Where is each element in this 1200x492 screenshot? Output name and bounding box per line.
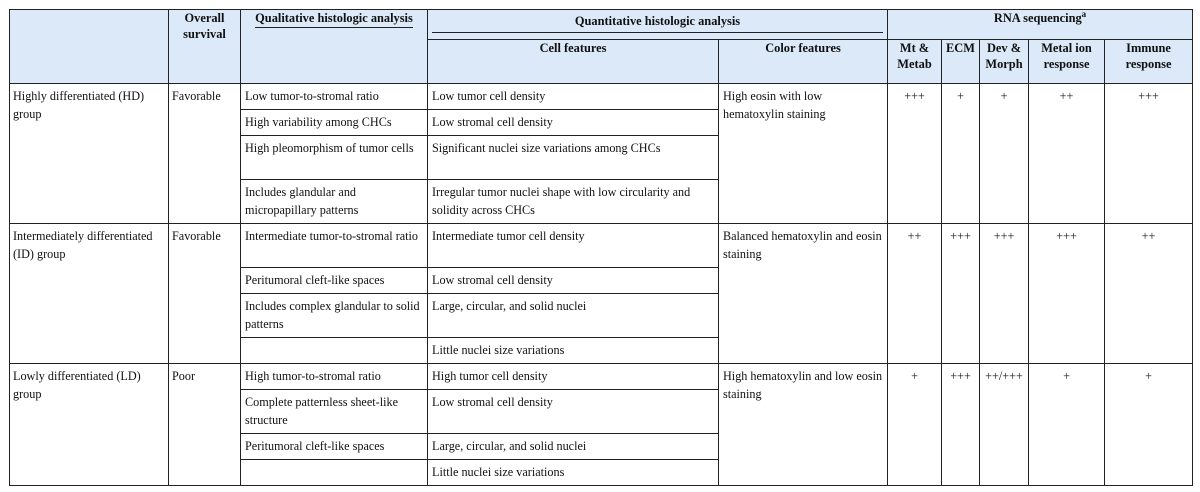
cell-feature-item: High tumor cell density (428, 364, 719, 390)
cell-feature-item: Large, circular, and solid nuclei (428, 294, 719, 338)
rna-value: + (1105, 364, 1193, 486)
cell-feature-item: Irregular tumor nuclei shape with low circularity and solidity across CHCs (428, 180, 719, 224)
header-quantitative (428, 10, 888, 40)
rna-value: +++ (942, 224, 980, 364)
header-rna-label: RNA sequencing (993, 11, 1082, 25)
cell-feature-item: Significant nuclei size variations among CHCs (428, 136, 719, 180)
rna-value: +++ (942, 364, 980, 486)
header-overall-survival-label: Overall survival (183, 11, 226, 41)
table-row (10, 364, 1193, 390)
group-name-ld: Lowly differentiated (LD) group (10, 364, 169, 486)
rna-value: +++ (980, 224, 1029, 364)
rna-value: ++/+++ (980, 364, 1029, 486)
qualitative-item: Peritumoral cleft-like spaces (241, 434, 428, 460)
rna-value: +++ (1105, 84, 1193, 224)
color-features-hd: High eosin with low hematoxylin staining (719, 84, 888, 224)
header-rna-ecm: ECM (942, 40, 980, 84)
color-features-id: Balanced hematoxylin and eosin staining (719, 224, 888, 364)
header-qualitative-label: Qualitative histologic analysis (255, 10, 413, 28)
histology-comparison-table (9, 9, 1193, 486)
cell-feature-item: Low stromal cell density (428, 110, 719, 136)
table-body (10, 84, 1193, 486)
cell-feature-item: Low stromal cell density (428, 268, 719, 294)
histology-table-container (9, 9, 1192, 484)
header-quantitative-label: Quantitative histologic analysis (574, 14, 741, 28)
qualitative-item (241, 460, 428, 486)
qualitative-item: High tumor-to-stromal ratio (241, 364, 428, 390)
rna-value: ++ (1029, 84, 1105, 224)
header-rna-immune: Immune response (1105, 40, 1193, 84)
header-overall-survival (169, 10, 241, 84)
header-rna-mt-metab: Mt & Metab (888, 40, 942, 84)
cell-feature-item: Little nuclei size variations (428, 338, 719, 364)
header-cell-features (428, 40, 719, 84)
header-rna-sequencing (888, 10, 1193, 40)
cell-feature-item: Low stromal cell density (428, 390, 719, 434)
qualitative-item: Intermediate tumor-to-stromal ratio (241, 224, 428, 268)
qualitative-item: Complete patternless sheet-like structure (241, 390, 428, 434)
qualitative-item: Includes complex glandular to solid patterns (241, 294, 428, 338)
rna-value: + (888, 364, 942, 486)
rna-value: ++ (1105, 224, 1193, 364)
rna-value: +++ (1029, 224, 1105, 364)
header-color-features (719, 40, 888, 84)
survival-id: Favorable (169, 224, 241, 364)
group-name-id: Intermediately differentiated (ID) group (10, 224, 169, 364)
table-row (10, 84, 1193, 110)
header-qualitative (241, 10, 428, 84)
header-quantitative-rule (432, 32, 883, 33)
cell-feature-item: Low tumor cell density (428, 84, 719, 110)
cell-feature-item: Intermediate tumor cell density (428, 224, 719, 268)
group-name-hd: Highly differentiated (HD) group (10, 84, 169, 224)
cell-feature-item: Little nuclei size variations (428, 460, 719, 486)
rna-value: + (980, 84, 1029, 224)
header-rna-dev-morph: Dev & Morph (980, 40, 1029, 84)
header-rna-metal-ion: Metal ion response (1029, 40, 1105, 84)
header-color-features-label: Color features (765, 41, 841, 55)
rna-value: + (1029, 364, 1105, 486)
table-row (10, 224, 1193, 268)
header-rna-footnote: a (1081, 8, 1087, 19)
qualitative-item: High pleomorphism of tumor cells (241, 136, 428, 180)
qualitative-item: Peritumoral cleft-like spaces (241, 268, 428, 294)
rna-value: + (942, 84, 980, 224)
header-group-blank (10, 10, 169, 84)
rna-value: ++ (888, 224, 942, 364)
survival-hd: Favorable (169, 84, 241, 224)
color-features-ld: High hematoxylin and low eosin staining (719, 364, 888, 486)
qualitative-item: High variability among CHCs (241, 110, 428, 136)
qualitative-item: Includes glandular and micropapillary patterns (241, 180, 428, 224)
survival-ld: Poor (169, 364, 241, 486)
header-cell-features-label: Cell features (539, 41, 607, 55)
qualitative-item: Low tumor-to-stromal ratio (241, 84, 428, 110)
rna-value: +++ (888, 84, 942, 224)
qualitative-item (241, 338, 428, 364)
cell-feature-item: Large, circular, and solid nuclei (428, 434, 719, 460)
